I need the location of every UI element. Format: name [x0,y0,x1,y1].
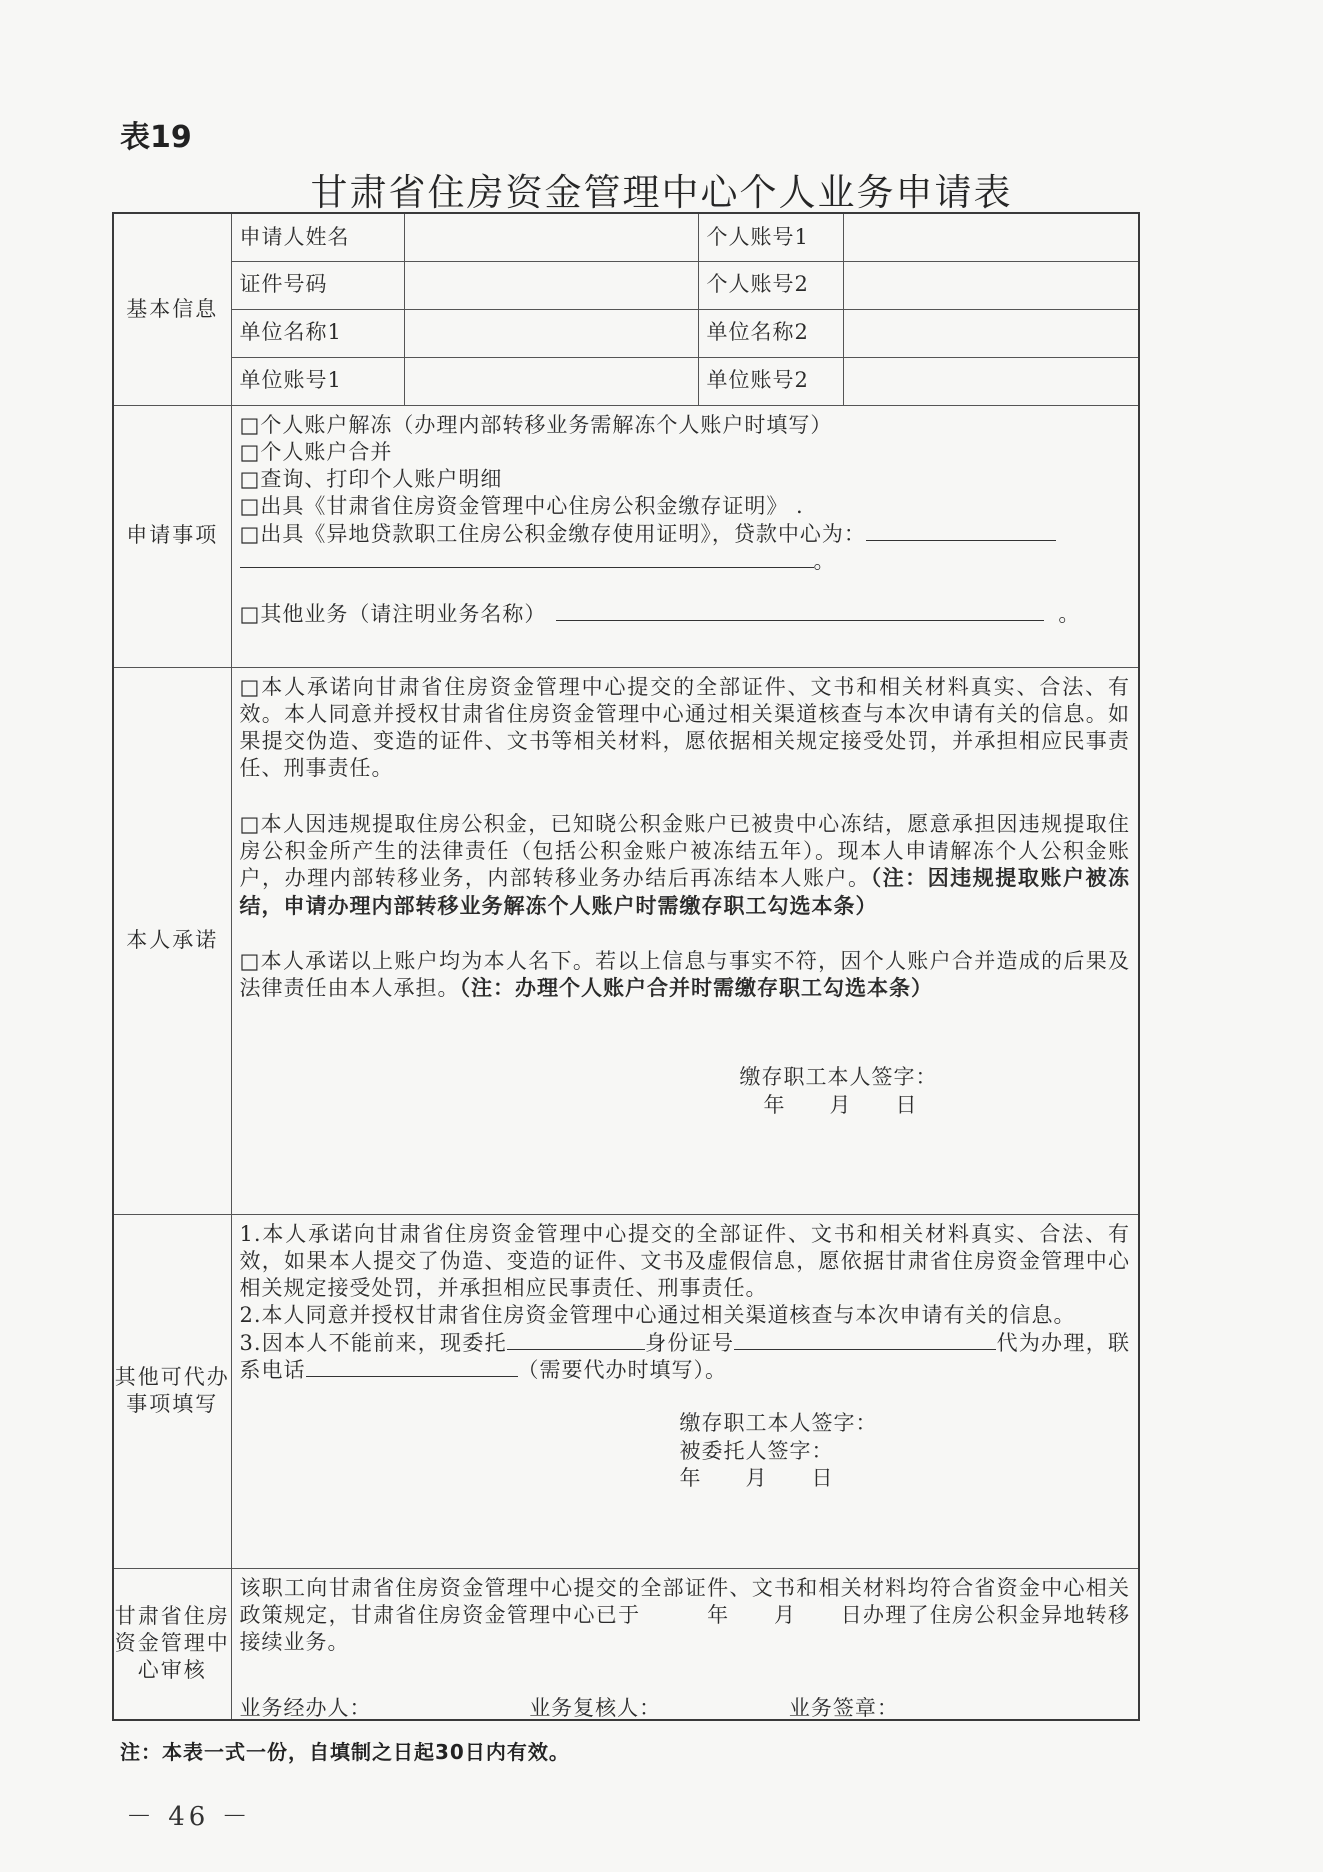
proxy-agent-signature-label[interactable]: 被委托人签字： [679,1438,834,1463]
item-deposit-certificate [240,493,1131,520]
id-number-label: 证件号码 [231,261,404,309]
review-signatures [240,1695,899,1722]
proxy-para-3-d: （需要代办时填写）。 [517,1357,727,1382]
page-number: － 46 － [126,1802,252,1832]
account2-field[interactable] [843,261,1139,309]
item-merge-accounts[interactable]: □个人账户合并 [239,439,393,464]
proxy-para-2: 2.本人同意并授权甘肃省住房资金管理中心通过相关渠道核查与本次申请有关的信息。 [239,1303,1076,1328]
proxy-name-blank[interactable] [507,1331,645,1350]
item-other-text[interactable]: □其他业务（请注明业务名称） [239,602,547,627]
proxy-label: 其他可代办事项填写 [113,1214,231,1568]
commitment-para-1[interactable]: □本人承诺向甘肃省住房资金管理中心提交的全部证件、文书和相关材料真实、合法、有效。本人同意并授权甘肃省住房资金管理中心通过相关渠道核查与本次申请有关的信息。如果提交伪造、变造的证件、文书等相关材料，愿依据相关规定接受处罚，并承担相应民事责任、刑事责任。 [239,674,1130,781]
proxy-cell [231,1214,1139,1568]
application-items-cell [231,405,1139,667]
loan-center-blank-1[interactable] [866,522,1056,541]
proxy-para-3 [240,1330,1131,1385]
proxy-para-1: 1.本人承诺向甘肃省住房资金管理中心提交的全部证件、文书和相关材料真实、合法、有效，如果本人提交了伪造、变造的证件、文书及虚假信息，愿依据甘肃省住房资金管理中心相关规定接受处罚，并承担相应民事责任、刑事责任。 [239,1221,1130,1301]
commitment-para-3-note: （注：办理个人账户合并时需缴存职工勾选本条） [459,976,933,1001]
review-seal-label[interactable]: 业务签章： [788,1696,899,1721]
id-number-field[interactable] [404,261,698,309]
footer-note: 注：本表一式一份，自填制之日起30日内有效。 [120,1740,570,1764]
item-deposit-certificate-tail: . [796,494,804,519]
unit-name2-field[interactable] [843,309,1139,357]
proxy-para-3-b: 身份证号 [644,1330,735,1355]
item-print-details[interactable]: □查询、打印个人账户明细 [239,467,503,492]
commitment-para-2[interactable] [240,811,1131,920]
basic-info-label: 基本信息 [113,213,231,405]
commitment-para-3-text: □本人承诺以上账户均为本人名下。若以上信息与事实不符，因个人账户合并造成的后果及法律责任由本人承担。 [239,948,1130,1001]
review-handler-label[interactable]: 业务经办人： [239,1696,372,1721]
unit-account2-label: 单位账号2 [698,357,843,405]
item-deposit-certificate-text[interactable]: □出具《甘肃省住房资金管理中心住房公积金缴存证明》 [239,494,789,519]
proxy-signature-label[interactable]: 缴存职工本人签字： [679,1411,878,1436]
unit-name1-label: 单位名称1 [231,309,404,357]
review-reviewer-label[interactable]: 业务复核人： [529,1696,662,1721]
unit-name1-field[interactable] [404,309,698,357]
applicant-name-label: 申请人姓名 [231,213,404,261]
commitment-para-2-note: （注：因违规提取账户被冻结，申请办理内部转移业务解冻个人账户时需缴存职工勾选本条） [239,866,1131,918]
other-business-blank[interactable] [556,602,1044,621]
proxy-para-3-c: 代为办理，联系电话 [239,1330,1130,1382]
item-unfreeze[interactable]: □个人账户解冻（办理内部转移业务需解冻个人账户时填写） [239,412,833,437]
account1-label: 个人账号1 [698,213,843,261]
commitment-label: 本人承诺 [113,667,231,1214]
proxy-para-3-a: 3.因本人不能前来，现委托 [239,1330,507,1355]
application-items-label: 申请事项 [113,405,231,667]
loan-center-end: 。 [813,548,836,573]
account1-field[interactable] [843,213,1139,261]
proxy-phone-blank[interactable] [306,1358,518,1377]
item-remote-loan-certificate [240,521,1131,548]
commitment-signature-label[interactable]: 缴存职工本人签字： [739,1065,938,1090]
proxy-id-blank[interactable] [734,1331,996,1350]
unit-name2-label: 单位名称2 [698,309,843,357]
other-business-end: 。 [1058,602,1081,627]
commitment-para-2-text: □本人因违规提取住房公积金，已知晓公积金账户已被贵中心冻结，愿意承担因违规提取住房公积金所产生的法律责任（包括公积金账户被冻结五年）。现本人申请解冻个人公积金账户，办理内部转移业务，内部转移业务办结后再冻结本人账户。 [239,811,1130,891]
unit-account1-field[interactable] [404,357,698,405]
review-cell [231,1568,1139,1720]
review-text: 该职工向甘肃省住房资金管理中心提交的全部证件、文书和相关材料均符合省资金中心相关政策规定，甘肃省住房资金管理中心已于 年 月 日办理了住房公积金异地转移接续业务。 [239,1575,1130,1655]
commitment-para-3[interactable] [240,948,1131,1003]
item-other-business [240,601,1131,628]
proxy-date-label[interactable]: 年 月 日 [679,1465,834,1490]
commitment-date-label[interactable]: 年 月 日 [763,1092,918,1117]
commitment-cell [231,667,1139,1214]
table-number: 表19 [120,120,192,155]
unit-account1-label: 单位账号1 [231,357,404,405]
item-remote-loan-text[interactable]: □出具《异地贷款职工住房公积金缴存使用证明》，贷款中心为： [239,521,866,546]
item-remote-loan-line2 [240,548,1131,575]
applicant-name-field[interactable] [404,213,698,261]
document-title: 甘肃省住房资金管理中心个人业务申请表 [310,171,1013,214]
loan-center-blank-2[interactable] [240,549,814,568]
application-form-table [112,212,1140,1721]
unit-account2-field[interactable] [843,357,1139,405]
account2-label: 个人账号2 [698,261,843,309]
review-label: 甘肃省住房资金管理中心审核 [113,1568,231,1720]
